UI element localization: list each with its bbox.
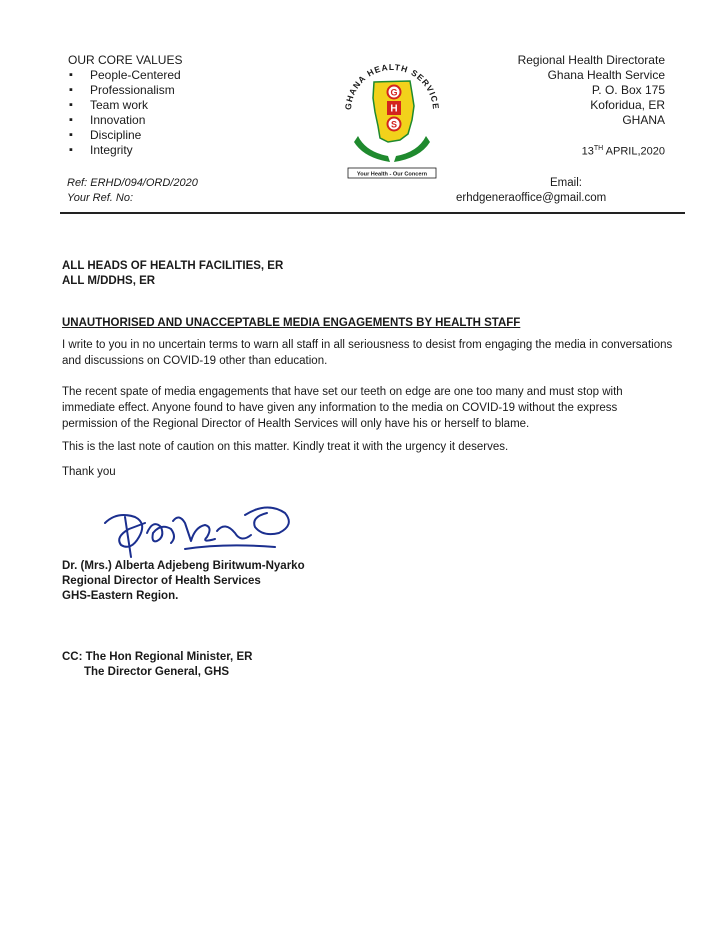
logo-tagline: Your Health - Our Concern (356, 171, 428, 178)
addressee-line: ALL HEADS OF HEALTH FACILITIES, ER (62, 260, 284, 272)
letter-subject: UNAUTHORISED AND UNACCEPTABLE MEDIA ENGAGEMENTS BY HEALTH STAFF (62, 317, 521, 329)
date-day: 13 (581, 145, 594, 158)
core-value-item: ▪ Innovation (68, 113, 182, 128)
address-line: Koforidua, ER (590, 98, 665, 112)
signatory-unit: GHS-Eastern Region. (62, 590, 179, 602)
body-paragraph: The recent spate of media engagements that have set our teeth on edge are one too many and must stop with immediate effect. Anyone found to have given any information to the media on COVID-19 without the express permission of the Regional Director of Health Services will only have his or herself to blame. (62, 386, 623, 430)
body-paragraph: I write to you in no uncertain terms to warn all staff in all seriousness to desist from engaging the media in conversations and discussions on COVID-19 other than education. (62, 339, 673, 367)
date-suffix: TH (593, 145, 604, 152)
core-values-list (68, 68, 182, 158)
address-line: P. O. Box 175 (591, 83, 665, 97)
cc-recipient: The Hon Regional Minister, ER (85, 651, 253, 663)
addressee-line: ALL M/DDHS, ER (62, 275, 156, 287)
office-address (425, 53, 665, 128)
address-line: Regional Health Directorate (517, 53, 665, 67)
svg-text:S: S (390, 119, 398, 130)
core-value-item: ▪ Integrity (68, 143, 182, 158)
email-block (456, 176, 656, 206)
email-label: Email: (550, 177, 582, 189)
address-line: GHANA (622, 113, 665, 127)
your-reference: Your Ref. No: (67, 192, 134, 204)
signatory-title: Regional Director of Health Services (62, 575, 261, 587)
svg-text:G: G (390, 87, 398, 98)
signatory-block (62, 559, 305, 604)
core-value-item: ▪ People-Centered (68, 68, 182, 83)
svg-text:H: H (390, 103, 398, 115)
core-value-item: ▪ Team work (68, 98, 182, 113)
core-values-block (68, 53, 182, 158)
body-paragraph: This is the last note of caution on this matter. Kindly treat it with the urgency it deserves. (62, 441, 509, 453)
logo-letters (387, 86, 401, 131)
reference-block (67, 176, 198, 206)
core-value-item: ▪ Discipline (68, 128, 182, 143)
logo-arc-text: GHANA HEALTH SERVICE (342, 61, 442, 111)
date-rest: APRIL,2020 (603, 145, 665, 158)
signatory-name: Dr. (Mrs.) Alberta Adjebeng Biritwum-Nyarko (62, 560, 305, 572)
email-address: erhdgeneraoffice@gmail.com (456, 192, 607, 204)
address-line: Ghana Health Service (547, 68, 665, 82)
addressees (62, 259, 283, 289)
our-reference: Ref: ERHD/094/ORD/2020 (67, 177, 198, 189)
cc-block (62, 650, 252, 680)
core-values-heading: OUR CORE VALUES (68, 53, 183, 67)
closing-thanks: Thank you (62, 466, 116, 478)
letter-date (582, 145, 665, 158)
core-value-item: ▪ Professionalism (68, 83, 182, 98)
cc-label: CC: (62, 651, 83, 663)
cc-recipient: The Director General, GHS (84, 666, 230, 678)
header-divider (60, 212, 685, 214)
